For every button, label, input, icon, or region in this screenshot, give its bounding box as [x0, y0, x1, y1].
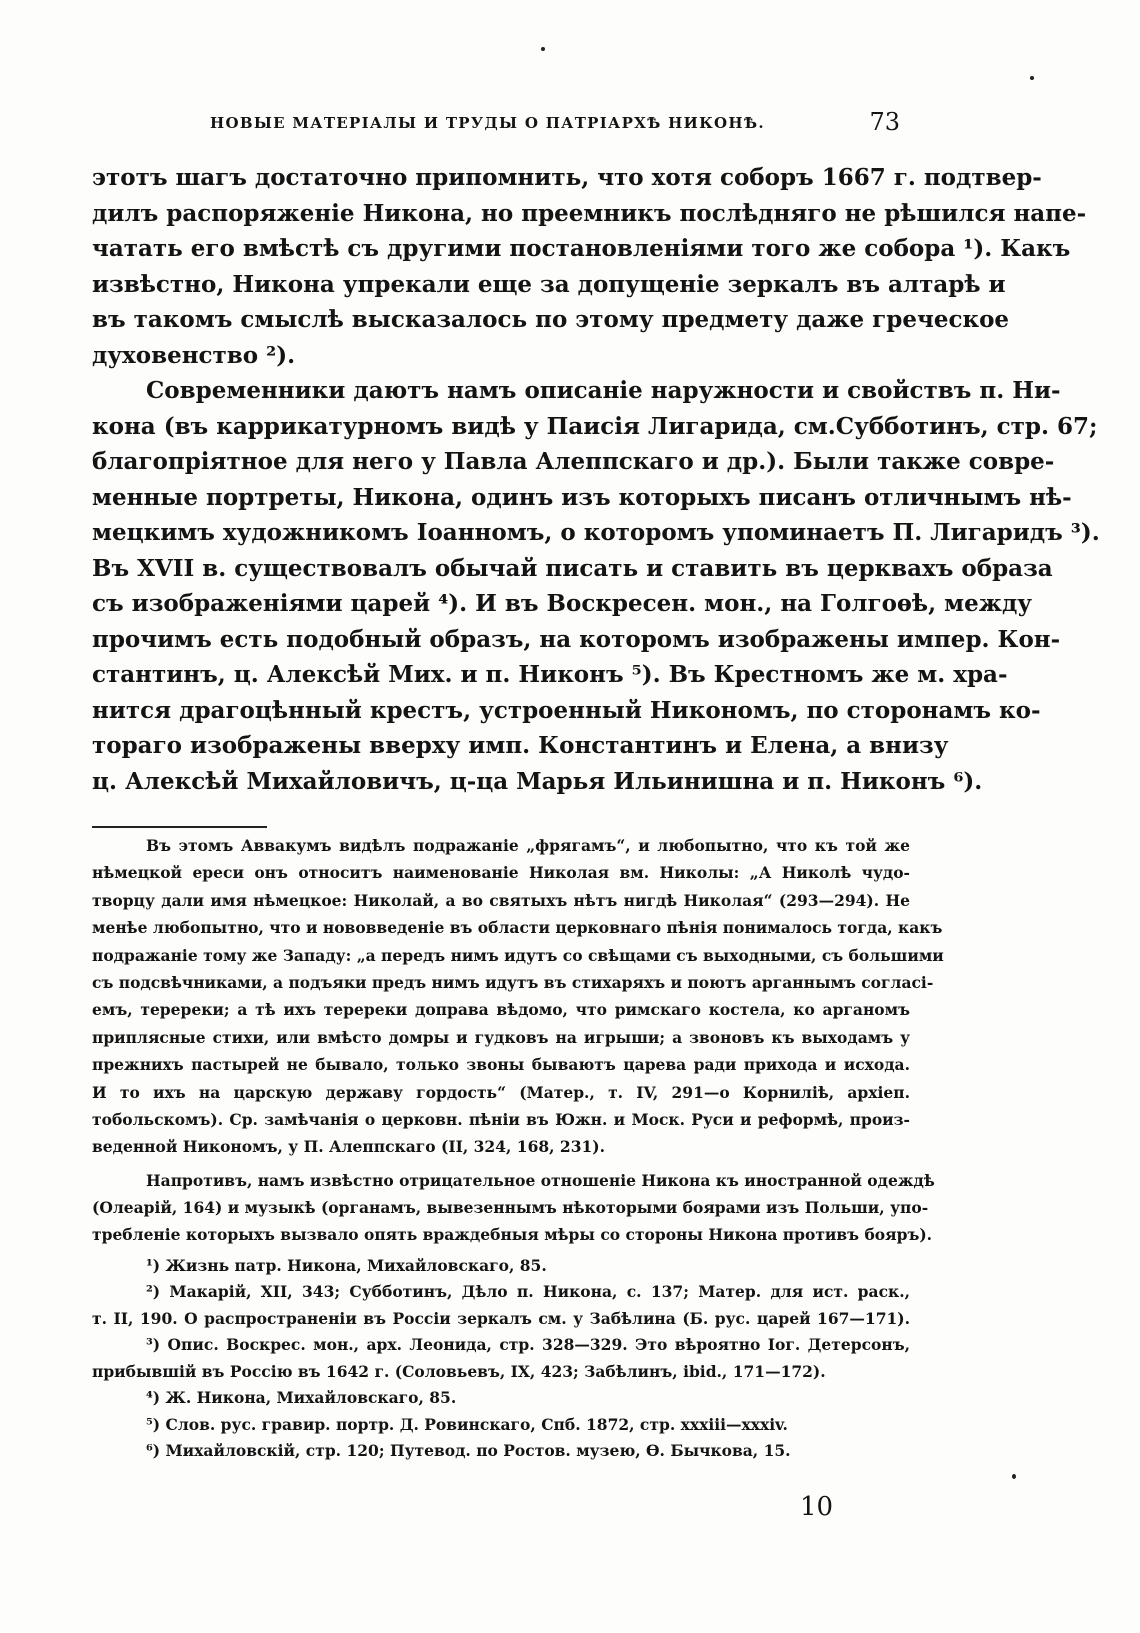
note-line: приплясные стихи, или вмѣсто домры и гудковъ на игрыши; а звоновъ къ выходамъ у: [92, 1027, 910, 1047]
footnote-2-cont: т. II, 190. О распространеніи въ Россіи зеркалъ см. у Забѣлина (Б. рус. царей 167—171).: [92, 1308, 910, 1328]
footnote-divider: [92, 826, 267, 828]
text-line: духовенство ²).: [92, 341, 296, 369]
text-line: прочимъ есть подобный образъ, на которомъ изображены импер. Кон-: [92, 625, 1061, 653]
page-number: 73: [869, 108, 900, 136]
text-line: извѣстно, Никона упрекали еще за допущеніе зеркалъ въ алтарѣ и: [92, 270, 1006, 298]
text-line: менные портреты, Никона, одинъ изъ которыхъ писанъ отличнымъ нѣ-: [92, 483, 1072, 511]
note-line: (Олеарій, 164) и музыкѣ (органамъ, вывезеннымъ нѣкоторыми боярами изъ Польши, упо-: [92, 1198, 929, 1218]
footnote-5: ⁵) Слов. рус. гравир. портр. Д. Ровинскаго, Спб. 1872, стр. xxxiii—xxxiv.: [146, 1414, 788, 1434]
text-line: стантинъ, ц. Алексѣй Мих. и п. Никонъ ⁵). Въ Крестномъ же м. хра-: [92, 661, 1008, 688]
scan-speck: [1030, 76, 1034, 80]
running-head: [210, 108, 900, 138]
text-line: дилъ распоряженіе Никона, но преемникъ послѣдняго не рѣшился напе-: [92, 199, 1087, 227]
text-line: чатать его вмѣстѣ съ другими постановленіями того же собора ¹). Какъ: [92, 235, 1071, 262]
note-line: нѣмецкой ереси онъ относитъ наименованіе Николая вм. Николы: „А Николѣ чудо-: [92, 863, 910, 883]
note-line: емъ, теререки; а тѣ ихъ теререки доправа вѣдомо, что римскаго костела, ко арганомъ: [92, 1000, 910, 1020]
text-line: благопріятное для него у Павла Алеппскаго и др.). Были также совре-: [92, 448, 1055, 475]
note-line: И то ихъ на царскую державу гордость“ (Матер., т. IV, 291—о Корниліѣ, архіеп.: [92, 1082, 910, 1102]
note-line: съ подсвѣчниками, а подъяки предъ нимъ идутъ въ стихаряхъ и поютъ арганнымъ согласі-: [92, 972, 934, 992]
text-line: съ изображеніями царей ⁴). И въ Воскресен. мон., на Голгоѳѣ, между: [92, 590, 1033, 617]
note-line: подражаніе тому же Западу: „а передъ нимъ идутъ со свѣщами съ выходными, съ большими: [92, 945, 944, 965]
scan-speck: [541, 47, 545, 51]
footnote-2: ²) Макарій, XII, 343; Субботинъ, Дѣло п. Никона, с. 137; Матер. для ист. раск.,: [146, 1282, 910, 1302]
text-line: тораго изображены вверху имп. Константинъ и Елена, а внизу: [92, 732, 949, 759]
scan-speck: [1012, 1474, 1016, 1479]
footnote-6: ⁶) Михайловскій, стр. 120; Путевод. по Ростов. музею, Ѳ. Бычкова, 15.: [146, 1441, 791, 1461]
main-text: [92, 160, 1100, 799]
running-title: НОВЫЕ МАТЕРІАЛЫ И ТРУДЫ О ПАТРІАРХѢ НИКОНѢ.: [210, 114, 765, 132]
text-line: Современники даютъ намъ описаніе наружности и свойствъ п. Ни-: [146, 377, 1061, 404]
note-line: Напротивъ, намъ извѣстно отрицательное отношеніе Никона къ иностранной одеждѣ: [146, 1170, 935, 1190]
footnote-1: ¹) Жизнь патр. Никона, Михайловскаго, 85.: [146, 1255, 547, 1275]
text-line: Въ XVII в. существовалъ обычай писать и ставить въ церквахъ образа: [92, 554, 1053, 582]
note-line: менѣе любопытно, что и нововведеніе въ области церковнаго пѣнія понималось тогда, какъ: [92, 918, 943, 938]
text-line: этотъ шагъ достаточно припомнить, что хотя соборъ 1667 г. подтвер-: [92, 164, 1042, 191]
note-line: веденной Никономъ, у П. Алеппскаго (II, 324, 168, 231).: [92, 1137, 606, 1157]
note-line: прежнихъ пастырей не бывало, только звоны бываютъ царева ради прихода и исхода.: [92, 1055, 910, 1075]
footnotes-area: [92, 832, 944, 1465]
footnote-4: ⁴) Ж. Никона, Михайловскаго, 85.: [146, 1388, 457, 1408]
footnote-3-cont: прибывшій въ Россію въ 1642 г. (Соловьевъ, IX, 423; Забѣлинъ, ibid., 171—172).: [92, 1361, 826, 1381]
text-line: мецкимъ художникомъ Іоанномъ, о которомъ упоминаетъ П. Лигаридъ ³).: [92, 519, 1100, 546]
signature-mark: 10: [800, 1492, 834, 1522]
note-line: творцу дали имя нѣмецкое: Николай, а во святыхъ нѣтъ нигдѣ Николая“ (293—294). Не: [92, 890, 910, 910]
text-line: кона (въ каррикатурномъ видѣ у Паисія Лигарида, см.Субботинъ, стр. 67;: [92, 412, 1098, 440]
note-line: требленіе которыхъ вызвало опять враждебныя мѣры со стороны Никона противъ бояръ).: [92, 1225, 933, 1245]
footnote-3: ³) Опис. Воскрес. мон., арх. Леонида, стр. 328—329. Это вѣроятно Іог. Детерсонъ,: [146, 1335, 910, 1355]
text-line: ц. Алексѣй Михайловичъ, ц-ца Марья Ильинишна и п. Никонъ ⁶).: [92, 767, 983, 795]
note-line: Въ этомъ Аввакумъ видѣлъ подражаніе „фрягамъ“, и любопытно, что къ той же: [146, 836, 910, 855]
text-line: въ такомъ смыслѣ высказалось по этому предмету даже греческое: [92, 306, 1010, 333]
note-line: тобольскомъ). Ср. замѣчанія о церковн. пѣніи въ Южн. и Моск. Руси и реформѣ, произ-: [92, 1109, 910, 1129]
text-line: нится драгоцѣнный крестъ, устроенный Никономъ, по сторонамъ ко-: [92, 696, 1041, 724]
